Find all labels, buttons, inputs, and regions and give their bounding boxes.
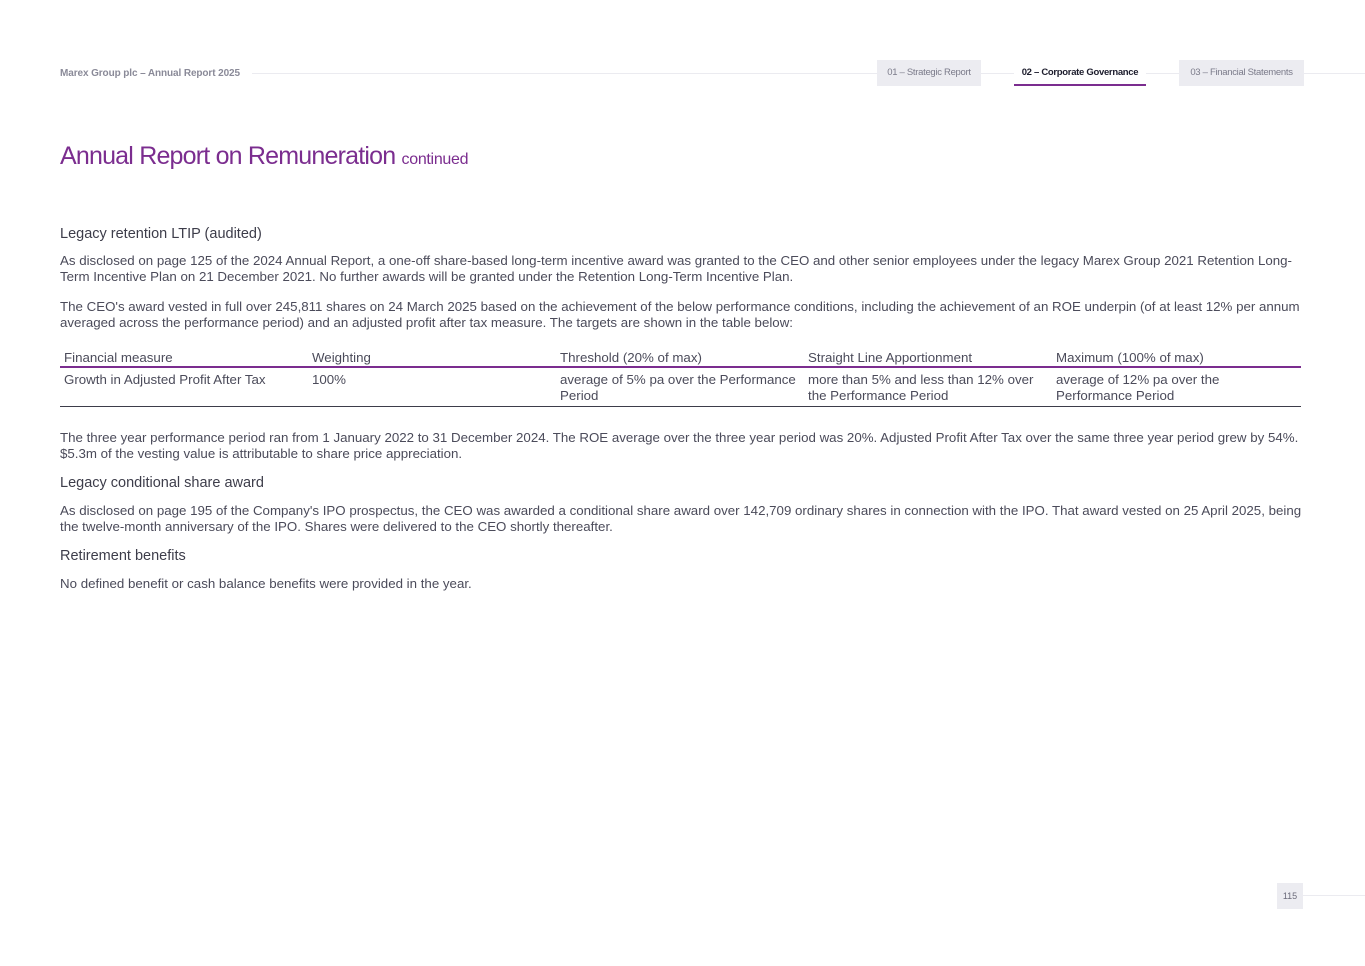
page-number: 115 (1277, 883, 1303, 909)
ltip-paragraph-3: The three year performance period ran from 1 January 2022 to 31 December 2024. The ROE average over the three year period was 20%. Adjusted Profit After Tax over the same three year period grew by 54%. $5.3m of the vesting value is attributable to share price appreciation. (60, 430, 1299, 461)
table-cell: more than 5% and less than 12% over the Performance Period (804, 367, 1052, 407)
table-header-row (60, 348, 1301, 367)
column-header: Weighting (308, 348, 556, 367)
ltip-heading: Legacy retention LTIP (audited) (60, 226, 262, 242)
section-heading-conditional (60, 475, 1305, 491)
page-title-main: Annual Report on Remuneration (60, 142, 396, 170)
conditional-paragraph-wrap (60, 503, 1305, 534)
column-header: Threshold (20% of max) (556, 348, 804, 367)
section-heading-retirement (60, 548, 1305, 564)
table-cell: average of 12% pa over the Performance Period (1052, 367, 1301, 407)
table-cell: 100% (308, 367, 556, 407)
table-row (60, 367, 1301, 407)
ltip-paragraph-3-wrap (60, 430, 1305, 461)
performance-conditions-table (60, 348, 1301, 407)
retirement-paragraph: No defined benefit or cash balance benefits were provided in the year. (60, 576, 472, 591)
page-title (60, 142, 468, 171)
page-title-suffix: continued (401, 151, 469, 168)
document-label: Marex Group plc – Annual Report 2025 (60, 68, 240, 79)
conditional-paragraph: As disclosed on page 195 of the Company's IPO prospectus, the CEO was awarded a conditional share award over 142,709 ordinary shares in connection with the IPO. That award vested on 25 April 2025, being the twelve-month anniversary of the IPO. Shares were delivered to the CEO shortly thereafter. (60, 503, 1302, 534)
retirement-heading: Retirement benefits (60, 548, 186, 564)
column-header: Financial measure (60, 348, 308, 367)
conditional-heading: Legacy conditional share award (60, 475, 264, 491)
ltip-paragraph-1: As disclosed on page 125 of the 2024 Annual Report, a one-off share-based long-term incentive award was granted to the CEO and other senior employees under the legacy Marex Group 2021 Retention Long-Term Incentive Plan on 21 December 2021. No further awards will be granted under the Retention Long-Term Incentive Plan. (60, 253, 1292, 284)
column-header: Straight Line Apportionment (804, 348, 1052, 367)
tab-strategic-report[interactable]: 01 – Strategic Report (877, 60, 981, 86)
section-heading-ltip (60, 226, 1305, 242)
column-header: Maximum (100% of max) (1052, 348, 1301, 367)
tab-financial-statements[interactable]: 03 – Financial Statements (1179, 60, 1304, 86)
table-cell: Growth in Adjusted Profit After Tax (60, 367, 308, 407)
tab-corporate-governance[interactable]: 02 – Corporate Governance (1014, 60, 1146, 86)
footer-rule (1303, 895, 1365, 896)
table-cell: average of 5% pa over the Performance Period (556, 367, 804, 407)
ltip-paragraph-1-wrap (60, 253, 1305, 284)
retirement-paragraph-wrap (60, 576, 1305, 592)
ltip-paragraph-2: The CEO's award vested in full over 245,811 shares on 24 March 2025 based on the achievement of the below performance conditions, including the achievement of an ROE underpin (of at least 12% per annum averaged across the performance period) and an adjusted profit after tax measure. The targets are shown in the table below: (60, 299, 1300, 330)
ltip-paragraph-2-wrap (60, 299, 1305, 330)
